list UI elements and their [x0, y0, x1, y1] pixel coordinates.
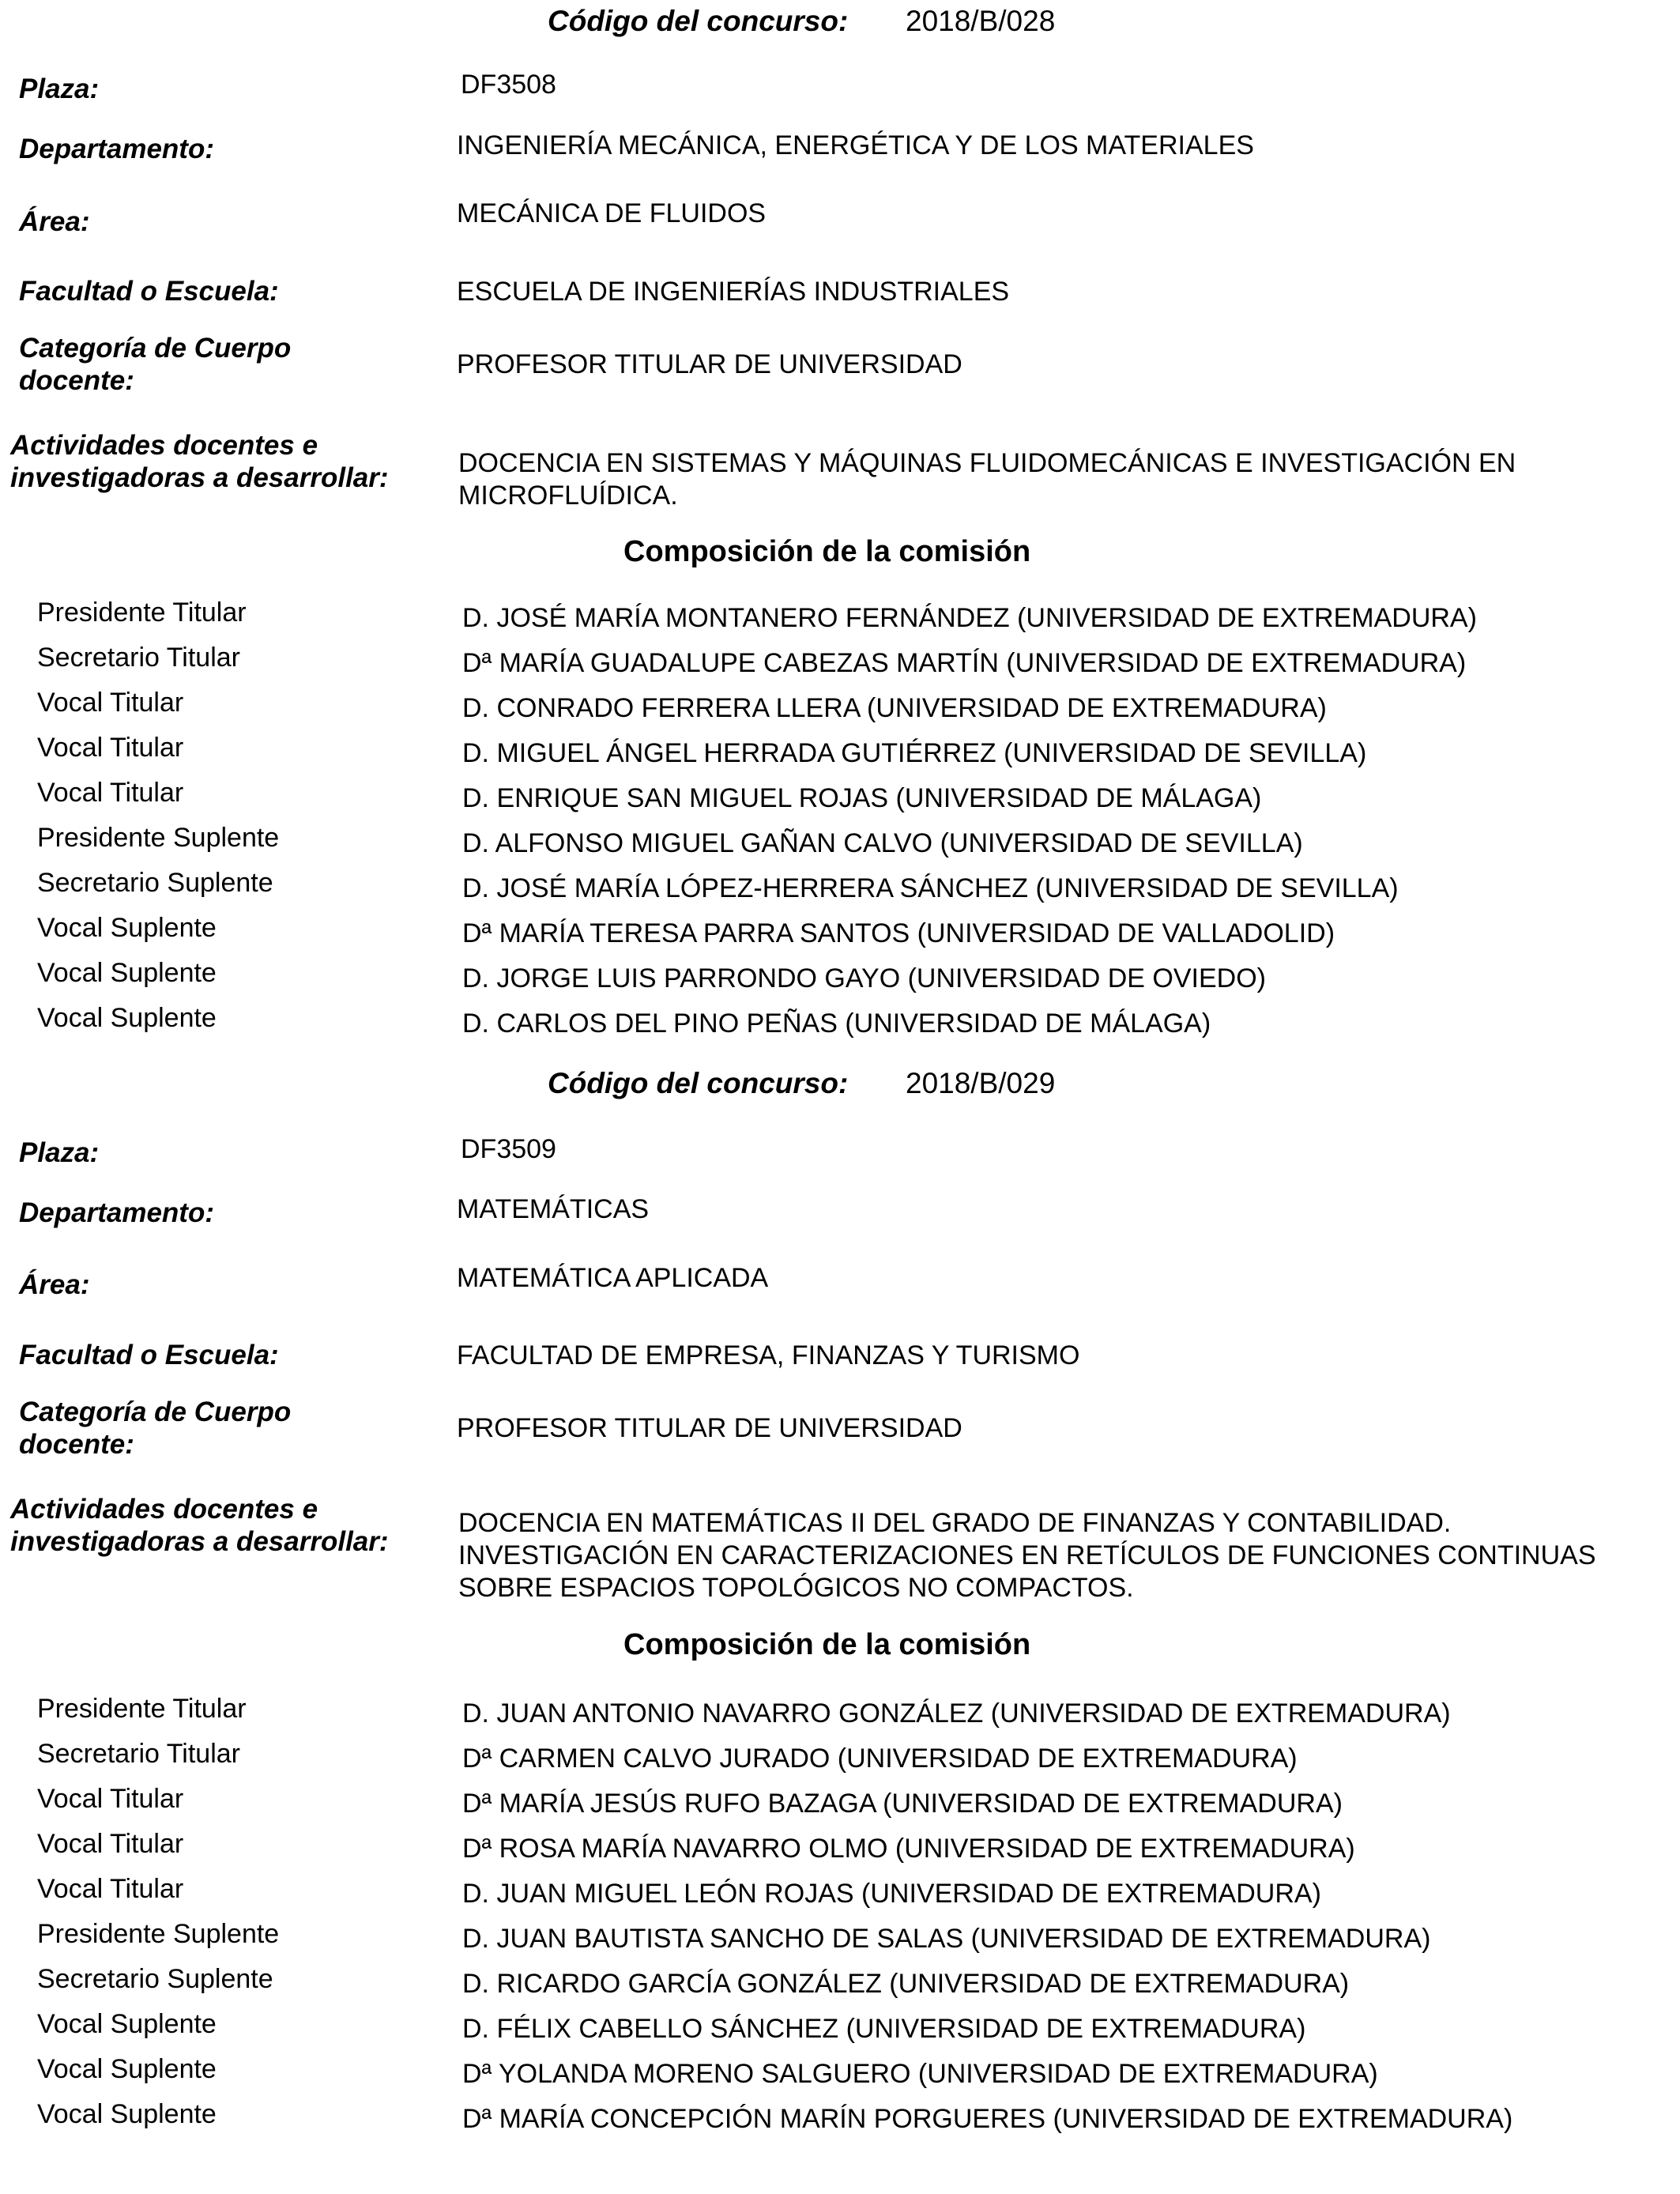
commission-role: Vocal Titular — [37, 1874, 184, 1904]
commission-member: D. JOSÉ MARÍA MONTANERO FERNÁNDEZ (UNIVERSIDAD DE EXTREMADURA) — [462, 603, 1477, 633]
field-value-facultad: FACULTAD DE EMPRESA, FINANZAS Y TURISMO — [457, 1340, 1080, 1370]
commission-member: D. JUAN MIGUEL LEÓN ROJAS (UNIVERSIDAD DE EXTREMADURA) — [462, 1879, 1321, 1909]
field-label-area: Área: — [19, 206, 90, 237]
field-label-categoria: Categoría de Cuerpo docente: — [19, 1397, 292, 1460]
field-value-categoria: PROFESOR TITULAR DE UNIVERSIDAD — [457, 349, 962, 379]
commission-role: Secretario Titular — [37, 1739, 240, 1769]
field-value-facultad: ESCUELA DE INGENIERÍAS INDUSTRIALES — [457, 277, 1010, 307]
commission-role: Secretario Titular — [37, 643, 240, 673]
field-value-plaza: DF3509 — [461, 1134, 556, 1164]
commission-member: D. RICARDO GARCÍA GONZÁLEZ (UNIVERSIDAD DE EXTREMADURA) — [462, 1969, 1350, 1999]
field-label-area: Área: — [19, 1269, 90, 1300]
commission-member: Dª MARÍA GUADALUPE CABEZAS MARTÍN (UNIVERSIDAD DE EXTREMADURA) — [462, 648, 1467, 678]
field-value-actividades: DOCENCIA EN SISTEMAS Y MÁQUINAS FLUIDOMECÁNICAS E INVESTIGACIÓN EN MICROFLUÍDICA. — [458, 448, 1516, 511]
commission-member: Dª CARMEN CALVO JURADO (UNIVERSIDAD DE EXTREMADURA) — [462, 1744, 1298, 1774]
field-value-actividades: DOCENCIA EN MATEMÁTICAS II DEL GRADO DE FINANZAS Y CONTABILIDAD. INVESTIGACIÓN EN CARACTERIZACIONES EN RETÍCULOS DE FUNCIONES CONTINUAS SOBRE ESPACIOS TOPOLÓGICOS NO COMPACTOS. — [458, 1508, 1596, 1603]
commission-role: Presidente Suplente — [37, 823, 280, 853]
commission-member: Dª MARÍA JESÚS RUFO BAZAGA (UNIVERSIDAD DE EXTREMADURA) — [462, 1789, 1343, 1819]
commission-role: Vocal Suplente — [37, 913, 217, 943]
contest-code-label: Código del concurso: — [548, 1067, 849, 1099]
commission-role: Vocal Titular — [37, 733, 184, 763]
commission-member: Dª YOLANDA MORENO SALGUERO (UNIVERSIDAD DE EXTREMADURA) — [462, 2059, 1378, 2089]
field-label-actividades: Actividades docentes e investigadoras a desarrollar: — [10, 1494, 389, 1557]
commission-role: Secretario Suplente — [37, 868, 273, 898]
field-value-departamento: INGENIERÍA MECÁNICA, ENERGÉTICA Y DE LOS MATERIALES — [457, 130, 1254, 160]
commission-title: Composición de la comisión — [623, 535, 1031, 568]
field-label-actividades: Actividades docentes e investigadoras a desarrollar: — [10, 430, 389, 493]
commission-member: Dª MARÍA TERESA PARRA SANTOS (UNIVERSIDAD DE VALLADOLID) — [462, 918, 1335, 948]
commission-role: Vocal Titular — [37, 1829, 184, 1859]
field-value-area: MECÁNICA DE FLUIDOS — [457, 198, 767, 228]
commission-member: D. JUAN BAUTISTA SANCHO DE SALAS (UNIVERSIDAD DE EXTREMADURA) — [462, 1924, 1431, 1954]
commission-role: Presidente Suplente — [37, 1919, 280, 1949]
field-label-plaza: Plaza: — [19, 74, 100, 104]
commission-member: D. ENRIQUE SAN MIGUEL ROJAS (UNIVERSIDAD DE MÁLAGA) — [462, 783, 1262, 813]
commission-member: D. MIGUEL ÁNGEL HERRADA GUTIÉRREZ (UNIVERSIDAD DE SEVILLA) — [462, 738, 1367, 768]
field-label-departamento: Departamento: — [19, 134, 214, 164]
field-label-plaza: Plaza: — [19, 1137, 100, 1168]
commission-role: Presidente Titular — [37, 1694, 247, 1724]
commission-member: D. JOSÉ MARÍA LÓPEZ-HERRERA SÁNCHEZ (UNIVERSIDAD DE SEVILLA) — [462, 873, 1399, 903]
commission-member: D. JORGE LUIS PARRONDO GAYO (UNIVERSIDAD DE OVIEDO) — [462, 963, 1266, 993]
field-value-categoria: PROFESOR TITULAR DE UNIVERSIDAD — [457, 1413, 962, 1443]
commission-title: Composición de la comisión — [623, 1628, 1031, 1661]
field-label-departamento: Departamento: — [19, 1197, 214, 1228]
field-label-facultad: Facultad o Escuela: — [19, 276, 279, 307]
commission-role: Vocal Titular — [37, 778, 184, 808]
commission-member: Dª ROSA MARÍA NAVARRO OLMO (UNIVERSIDAD DE EXTREMADURA) — [462, 1834, 1355, 1864]
contest-code: 2018/B/029 — [906, 1067, 1056, 1099]
field-value-plaza: DF3508 — [461, 70, 556, 100]
commission-role: Vocal Titular — [37, 1784, 184, 1814]
commission-member: D. FÉLIX CABELLO SÁNCHEZ (UNIVERSIDAD DE EXTREMADURA) — [462, 2014, 1306, 2044]
commission-role: Vocal Suplente — [37, 2054, 217, 2084]
field-label-categoria: Categoría de Cuerpo docente: — [19, 333, 292, 396]
commission-role: Vocal Suplente — [37, 958, 217, 988]
commission-role: Vocal Titular — [37, 688, 184, 718]
field-value-area: MATEMÁTICA APLICADA — [457, 1263, 769, 1293]
commission-member: D. ALFONSO MIGUEL GAÑAN CALVO (UNIVERSIDAD DE SEVILLA) — [462, 828, 1303, 858]
commission-member: D. JUAN ANTONIO NAVARRO GONZÁLEZ (UNIVERSIDAD DE EXTREMADURA) — [462, 1698, 1451, 1728]
field-label-facultad: Facultad o Escuela: — [19, 1340, 279, 1370]
contest-code-label: Código del concurso: — [548, 5, 849, 37]
commission-role: Vocal Suplente — [37, 1003, 217, 1033]
commission-role: Vocal Suplente — [37, 2099, 217, 2129]
commission-role: Presidente Titular — [37, 598, 247, 628]
commission-member: D. CARLOS DEL PINO PEÑAS (UNIVERSIDAD DE MÁLAGA) — [462, 1008, 1211, 1039]
contest-code: 2018/B/028 — [906, 5, 1056, 37]
commission-member: D. CONRADO FERRERA LLERA (UNIVERSIDAD DE EXTREMADURA) — [462, 693, 1327, 723]
commission-role: Secretario Suplente — [37, 1964, 273, 1994]
field-value-departamento: MATEMÁTICAS — [457, 1194, 650, 1224]
commission-member: Dª MARÍA CONCEPCIÓN MARÍN PORGUERES (UNIVERSIDAD DE EXTREMADURA) — [462, 2104, 1513, 2134]
commission-role: Vocal Suplente — [37, 2009, 217, 2039]
